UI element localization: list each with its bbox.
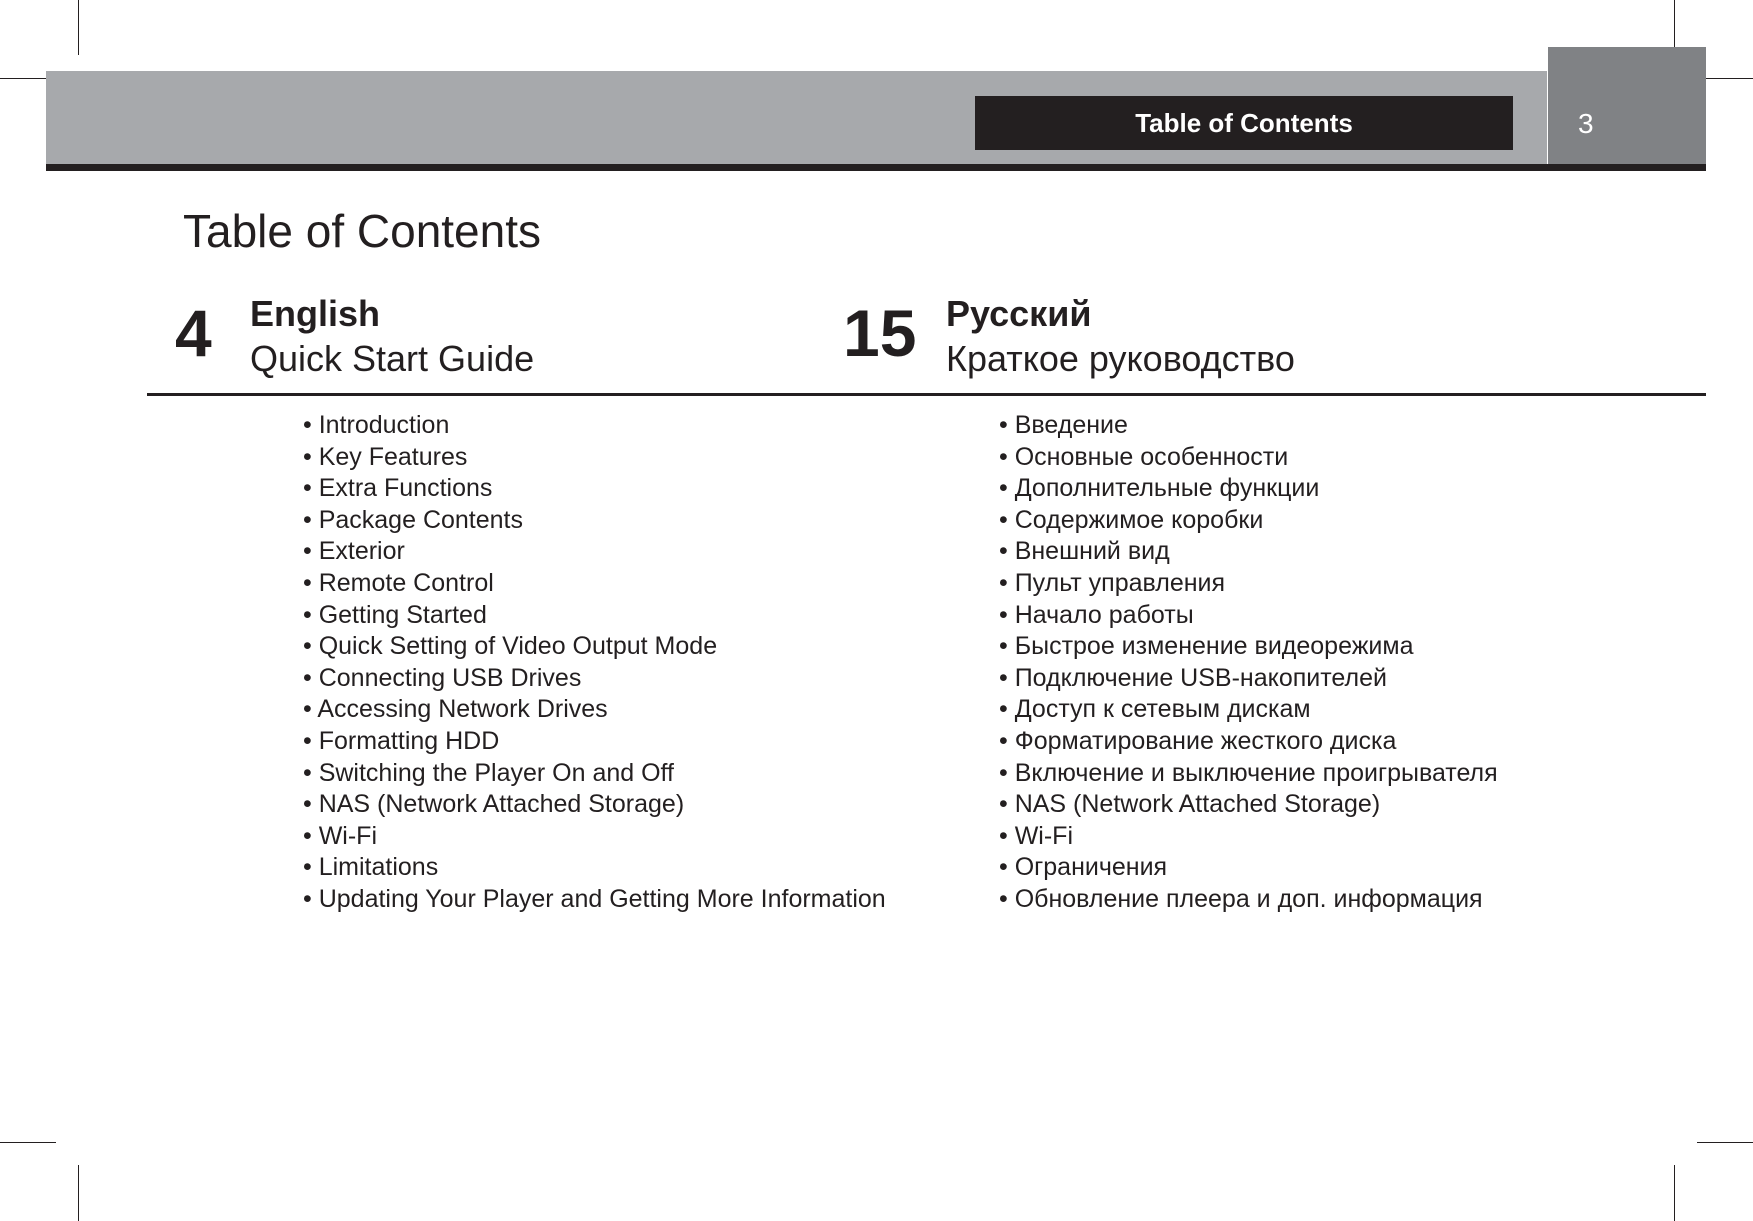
toc-item: • Package Contents — [303, 505, 886, 537]
toc-item: • Exterior — [303, 536, 886, 568]
header-rule — [46, 164, 1706, 171]
toc-item: • Updating Your Player and Getting More Information — [303, 884, 886, 916]
toc-item: • Включение и выключение проигрывателя — [999, 758, 1498, 790]
toc-item: • Key Features — [303, 442, 886, 474]
crop-mark — [78, 1165, 79, 1221]
toc-item: • Быстрое изменение видеорежима — [999, 631, 1498, 663]
section-language: English — [250, 293, 381, 334]
page-title: Table of Contents — [183, 205, 542, 257]
toc-item: • Основные особенности — [999, 442, 1498, 474]
toc-item: • Switching the Player On and Off — [303, 758, 886, 790]
toc-item: • Wi-Fi — [303, 821, 886, 853]
section-subtitle: Краткое руководство — [946, 338, 1295, 379]
toc-item: • Пульт управления — [999, 568, 1498, 600]
crop-mark — [1674, 1165, 1675, 1221]
toc-item: • Accessing Network Drives — [303, 694, 886, 726]
toc-item: • Форматирование жесткого диска — [999, 726, 1498, 758]
toc-item: • Remote Control — [303, 568, 886, 600]
crop-mark — [1697, 1142, 1753, 1143]
crop-mark — [0, 1142, 56, 1143]
toc-item: • Formatting HDD — [303, 726, 886, 758]
toc-item: • Connecting USB Drives — [303, 663, 886, 695]
toc-item: • Quick Setting of Video Output Mode — [303, 631, 886, 663]
toc-item: • Getting Started — [303, 600, 886, 632]
toc-item: • Начало работы — [999, 600, 1498, 632]
toc-item: • NAS (Network Attached Storage) — [999, 789, 1498, 821]
toc-item: • Внешний вид — [999, 536, 1498, 568]
toc-item: • Подключение USB-накопителей — [999, 663, 1498, 695]
page-number-tab — [1548, 47, 1706, 165]
header-title: Table of Contents — [975, 96, 1513, 150]
section-divider — [147, 393, 1706, 396]
page-number: 3 — [1578, 108, 1594, 139]
toc-item: • Ограничения — [999, 852, 1498, 884]
toc-item: • Доступ к сетевым дискам — [999, 694, 1498, 726]
toc-list-english — [303, 410, 886, 916]
toc-item: • Limitations — [303, 852, 886, 884]
toc-item: • NAS (Network Attached Storage) — [303, 789, 886, 821]
toc-item: • Wi-Fi — [999, 821, 1498, 853]
toc-item: • Introduction — [303, 410, 886, 442]
toc-list-russian — [999, 410, 1498, 916]
toc-item: • Содержимое коробки — [999, 505, 1498, 537]
toc-item: • Дополнительные функции — [999, 473, 1498, 505]
toc-item: • Введение — [999, 410, 1498, 442]
section-language: Русский — [946, 293, 1092, 334]
toc-item: • Обновление плеера и доп. информация — [999, 884, 1498, 916]
crop-mark — [78, 0, 79, 55]
toc-item: • Extra Functions — [303, 473, 886, 505]
section-page-number: 4 — [175, 296, 212, 370]
section-subtitle: Quick Start Guide — [250, 338, 535, 379]
section-page-number: 15 — [843, 296, 917, 370]
